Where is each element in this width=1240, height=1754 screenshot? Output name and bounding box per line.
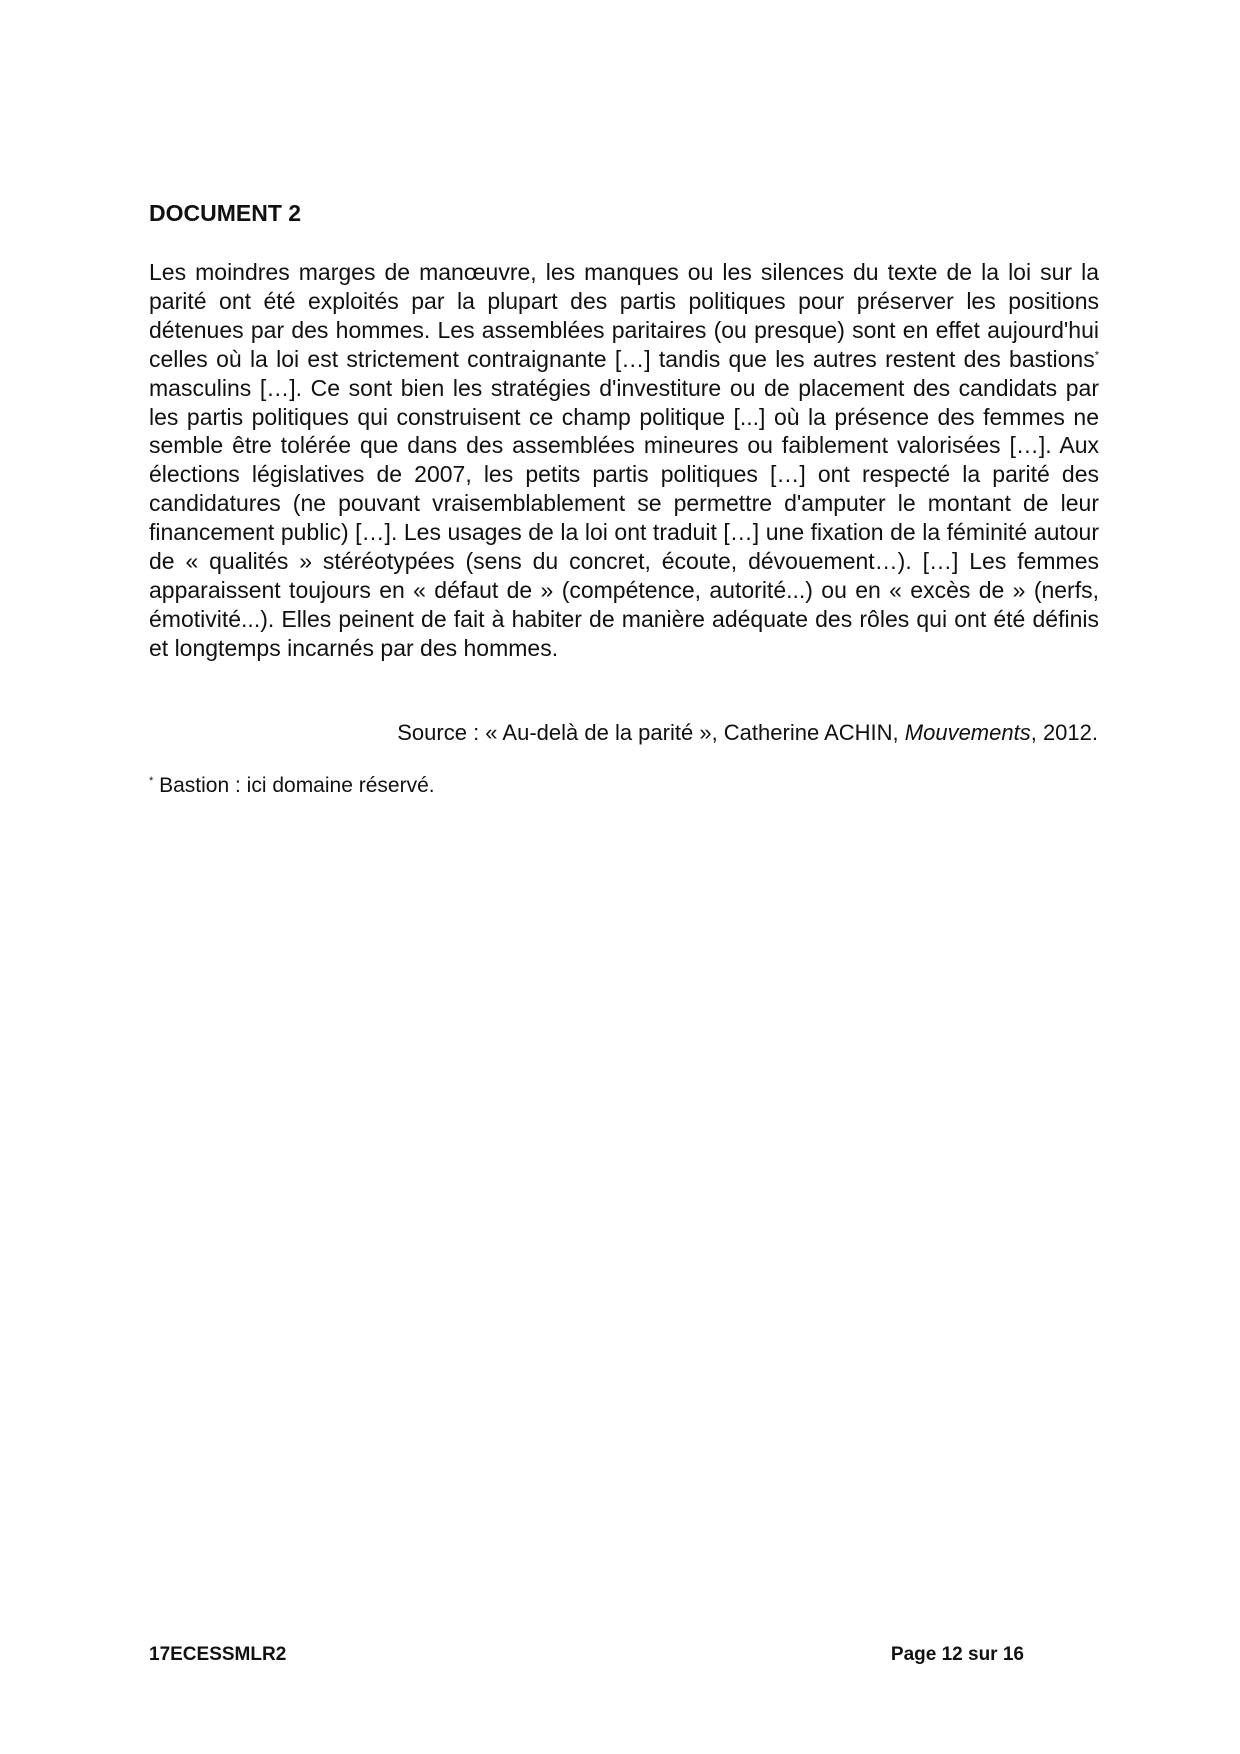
body-text-part-2: masculins […]. Ce sont bien les stratégies d'investiture ou de placement des candidats par les partis politiques qui construisent ce champ politique [...] où la présence des femmes ne semble être tolérée que dans des assemblées mineures ou faiblement valorisées […]. Aux élections législatives de 2007, les petits partis politiques […] ont respecté la parité des candidatures (ne pouvant vraisemblablement se permettre d'amputer le montant de leur financement public) […]. Les usages de la loi ont traduit […] une fixation de la féminité autour de « qualités » stéréotypées (sens du concret, écoute, dévouement…). […] Les femmes apparaissent toujours en « défaut de » (compétence, autorité...) ou en « excès de » (nerfs, émotivité...). Elles peinent de fait à habiter de manière adéquate des rôles qui ont été définis et longtemps incarnés par des hommes. bbox=[149, 374, 1099, 661]
source-suffix: , 2012. bbox=[1030, 720, 1098, 745]
footnote-text: Bastion : ici domaine réservé. bbox=[153, 774, 435, 797]
source-prefix: Source : « Au-delà de la parité », Catherine ACHIN, bbox=[397, 720, 905, 745]
body-text-part-1: Les moindres marges de manœuvre, les manques ou les silences du texte de la loi sur la parité ont été exploités par la plupart des partis politiques pour préserver les positions détenues par des hommes. Les assemblées paritaires (ou presque) sont en effet aujourd'hui celles où la loi est strictement contraignante […] tandis que les autres restent des bastions bbox=[149, 259, 1099, 372]
source-journal-title: Mouvements bbox=[904, 720, 1031, 745]
document-heading: DOCUMENT 2 bbox=[149, 200, 302, 226]
footnote-marker: * bbox=[149, 775, 154, 787]
footnote bbox=[149, 774, 435, 798]
footnote-reference-marker: * bbox=[1094, 349, 1099, 362]
footer-document-code: 17ECESSMLR2 bbox=[149, 1644, 287, 1665]
document-body-text bbox=[149, 258, 1099, 663]
footer-page-number: Page 12 sur 16 bbox=[890, 1644, 1024, 1665]
source-citation bbox=[397, 720, 1098, 746]
